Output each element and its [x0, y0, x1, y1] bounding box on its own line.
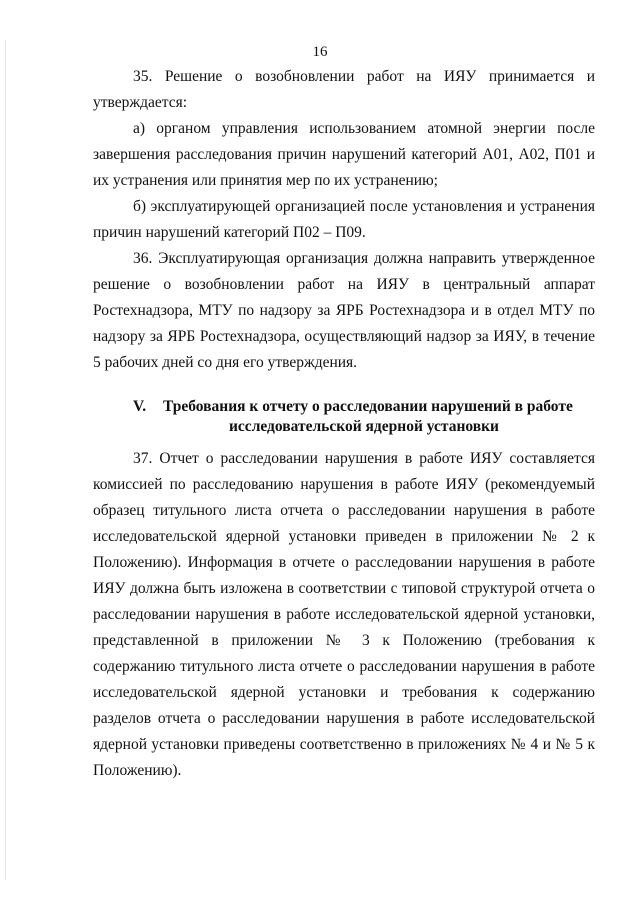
- page-number: 16: [312, 44, 328, 60]
- section-number: V.: [133, 398, 147, 415]
- paragraph-35: 35. Решение о возобновлении работ на ИЯУ принимается и утверждается:: [93, 68, 595, 111]
- paragraph-35-a: а) органом управления использованием атомной энергии после завершения расследования причин нарушений категорий А01, А02, П01 и их устранения или принятия мер по их устранению;: [93, 120, 595, 189]
- section-heading: [93, 397, 595, 437]
- paragraph-36: 36. Эксплуатирующая организация должна направить утвержденное решение о возобновлении работ на ИЯУ в центральный аппарат Ростехнадзора, МТУ по надзору за ЯРБ Ростехнадзора и в отдел МТУ по надзору за ЯРБ Ростехнадзора, осуществляющий надзор за ИЯУ, в течение 5 рабочих дней со дня его утверждения.: [93, 250, 595, 371]
- section-title-line1: Требования к отчету о расследовании нарушений в работе: [163, 398, 573, 415]
- section-title-line2: исследовательской ядерной установки: [229, 418, 499, 435]
- scan-edge-mark: [5, 40, 6, 880]
- paragraph-35-b: б) эксплуатирующей организацией после установления и устранения причин нарушений категорий П02 – П09.: [93, 198, 595, 241]
- body-text-bottom: [93, 446, 595, 784]
- paragraph-37: 37. Отчет о расследовании нарушения в работе ИЯУ составляется комиссией по расследованию нарушения в работе ИЯУ (рекомендуемый образец титульного листа отчета о расследовании нарушения в работе исследовательской ядерной установки приведен в приложении № 2 к Положению). Информация в отчете о расследовании нарушения в работе ИЯУ должна быть изложена в соответствии с типовой структурой отчета о расследовании нарушения в работе исследовательской ядерной установки, представленной в приложении № 3 к Положению (требования к содержанию титульного листа отчете о расследовании нарушения в работе исследовательской ядерной установки и требования к содержанию разделов отчета о расследовании нарушения в работе исследовательской ядерной установки приведены соответственно в приложениях № 4 и № 5 к Положению).: [93, 450, 595, 779]
- body-text-top: [93, 64, 595, 376]
- section-heading-line1: [93, 397, 595, 417]
